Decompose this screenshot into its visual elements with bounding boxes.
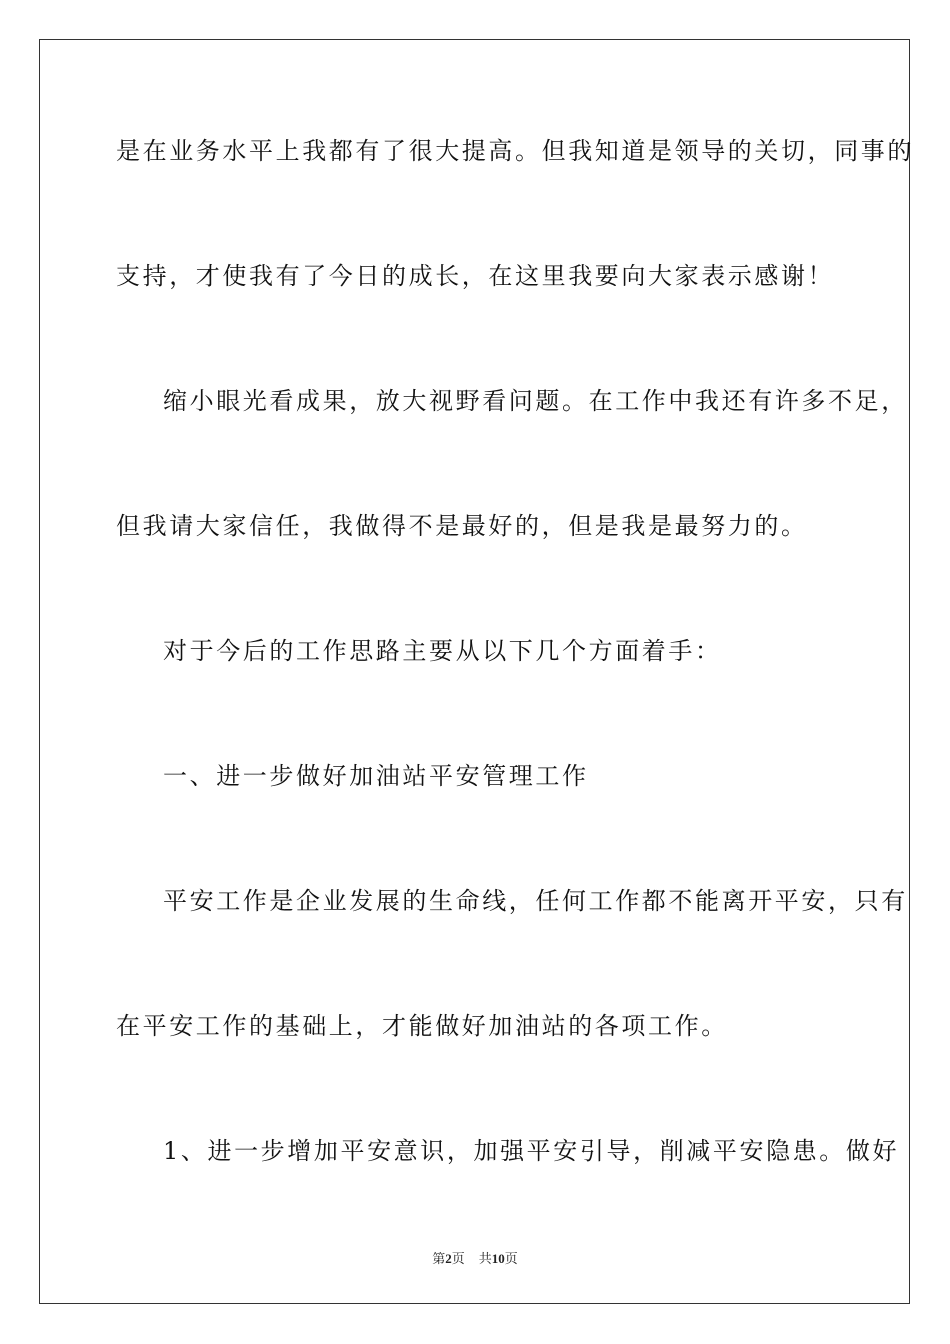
page-border <box>39 39 914 1304</box>
page-number-label: 第2页 <box>432 1251 465 1266</box>
section-heading: 一、进一步做好加油站平安管理工作 <box>163 762 589 790</box>
body-text-line: 支持，才使我有了今日的成长，在这里我要向大家表示感谢！ <box>116 262 835 290</box>
body-text-line: 是在业务水平上我都有了很大提高。但我知道是领导的关切，同事的 <box>116 137 914 165</box>
total-pages-label: 共10页 <box>478 1251 518 1266</box>
paragraph-first-line: 平安工作是企业发展的生命线，任何工作都不能离开平安，只有 <box>163 887 908 915</box>
body-text-line: 在平安工作的基础上，才能做好加油站的各项工作。 <box>116 1012 728 1040</box>
list-item-first-line: 1、进一步增加平安意识，加强平安引导，削减平安隐患。做好 <box>163 1137 900 1165</box>
paragraph-first-line: 缩小眼光看成果，放大视野看问题。在工作中我还有许多不足， <box>163 387 908 415</box>
body-text-line: 但我请大家信任，我做得不是最好的，但是我是最努力的。 <box>116 512 808 540</box>
paragraph-first-line: 对于今后的工作思路主要从以下几个方面着手： <box>163 637 722 665</box>
page-footer <box>0 1248 950 1267</box>
